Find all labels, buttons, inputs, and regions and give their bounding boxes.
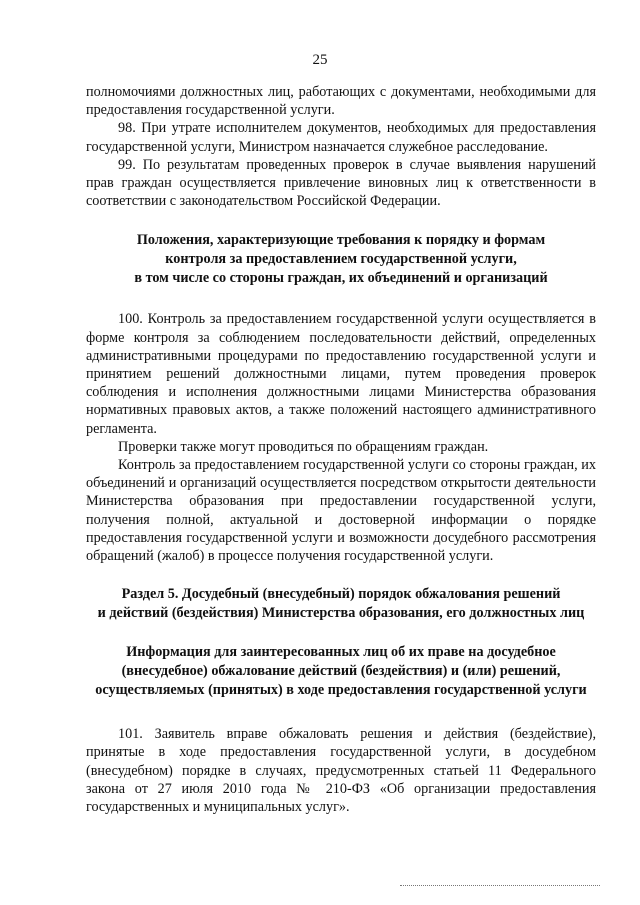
heading-line: осуществляемых (принятых) в ходе предоставления государственной услуги <box>95 682 587 699</box>
section-heading-appeal-info <box>86 643 596 700</box>
heading-line: Раздел 5. Досудебный (внесудебный) порядок обжалования решений <box>121 586 561 603</box>
paragraph-101: 101. Заявитель вправе обжаловать решения и действия (бездействие), принятые в ходе предоставления государственной услуги, в досудебном (внесудебном) порядке в случаях, предусмотренных статьей 11 Федерального закона от 27 июля 2010 года № 210-ФЗ «Об организации предоставления государственных и муниципальных услуг». <box>86 726 596 816</box>
paragraph-public-control: Контроль за предоставлением государственной услуги со стороны граждан, их объединений и организаций осуществляется посредством открытости деятельности Министерства образования при предоставлении государственной услуги, получения полной, актуальной и достоверной информации о порядке предоставления государственной услуги и возможности досудебного рассмотрения обращений (жалоб) в процессе получения государственной услуги. <box>86 457 596 565</box>
paragraph-checks: Проверки также могут проводиться по обращениям граждан. <box>118 438 489 455</box>
document-body <box>86 83 596 816</box>
page-number: 25 <box>312 52 328 68</box>
paragraph-98: 98. При утрате исполнителем документов, необходимых для предоставления государственной услуги, Министром назначается служебное расследование. <box>86 120 596 155</box>
section-heading-part-5 <box>86 585 596 623</box>
heading-line: контроля за предоставлением государственной услуги, <box>165 251 517 268</box>
section-heading-control <box>86 231 596 288</box>
heading-line: и действий (бездействия) Министерства образования, его должностных лиц <box>97 605 585 622</box>
paragraph-100: 100. Контроль за предоставлением государственной услуги осуществляется в форме контроля за соблюдением последовательности действий, определенных административными процедурами по предоставлению государственной услуги и принятием решений должностными лицами, путем проведения проверок соблюдения и исполнения должностными лицами Министерства образования нормативных правовых актов, а также положений настоящего административного регламента. <box>86 311 596 437</box>
paragraph-intro: полномочиями должностных лиц, работающих с документами, необходимыми для предоставления государственной услуги. <box>86 84 596 119</box>
heading-line: Положения, характеризующие требования к порядку и формам <box>136 232 546 249</box>
heading-line: Информация для заинтересованных лиц об их праве на досудебное <box>126 644 556 661</box>
paragraph-99: 99. По результатам проведенных проверок в случае выявления нарушений прав граждан осуществляется привлечение виновных лиц к ответственности в соответствии с законодательством Российской Федерации. <box>86 156 596 210</box>
heading-line: в том числе со стороны граждан, их объединений и организаций <box>134 270 548 287</box>
heading-line: (внесудебное) обжалование действий (бездействия) и (или) решений, <box>121 663 561 680</box>
footer-divider <box>400 885 600 886</box>
